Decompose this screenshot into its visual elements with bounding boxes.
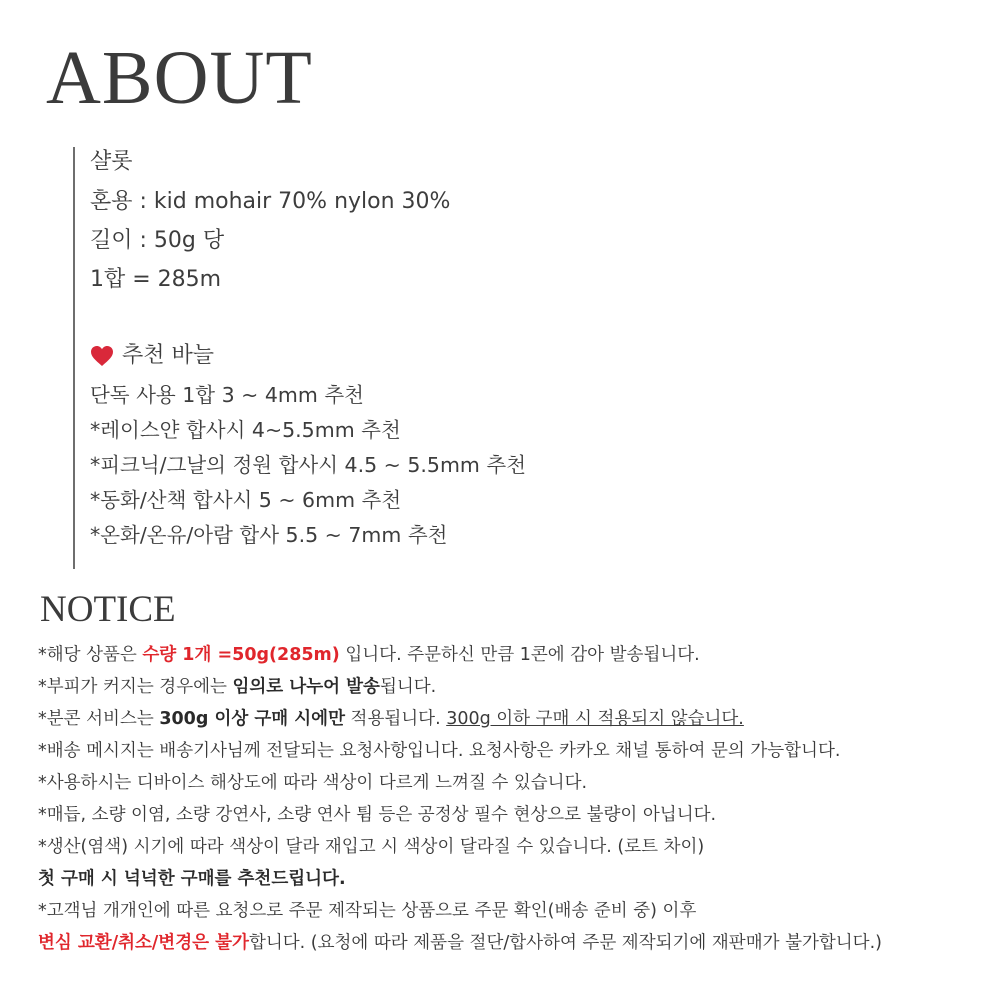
notice-line-split-shipping: *부피가 커지는 경우에는 임의로 나누어 발송됩니다. xyxy=(38,677,437,697)
notice-line-defects: *매듭, 소량 이염, 소량 강연사, 소량 연사 튐 등은 공정상 필수 현상으로 불량이 아닙니다. xyxy=(38,805,717,825)
no-refund-highlight: 변심 교환/취소/변경은 불가 xyxy=(38,933,249,953)
heart-icon xyxy=(90,345,114,367)
about-divider xyxy=(73,147,75,569)
notice-line-custom-order: *고객님 개개인에 따른 요청으로 주문 제작되는 상품으로 주문 확인(배송 준비 중) 이후 xyxy=(38,901,697,921)
needle-item: *피크닉/그날의 정원 합사시 4.5 ~ 5.5mm 추천 xyxy=(90,453,527,477)
product-blend: 혼용 : kid mohair 70% nylon 30% xyxy=(90,189,451,214)
notice-line-quantity: *해당 상품은 수량 1개 =50g(285m) 입니다. 주문하신 만큼 1콘에 감아 발송됩니다. xyxy=(38,645,700,665)
needle-item: *온화/온유/아람 합사 5.5 ~ 7mm 추천 xyxy=(90,523,448,547)
product-length: 길이 : 50g 당 xyxy=(90,228,225,253)
product-unit: 1합 = 285m xyxy=(90,267,222,292)
about-title: ABOUT xyxy=(46,36,313,120)
needle-item: *레이스얀 합사시 4~5.5mm 추천 xyxy=(90,418,401,442)
quantity-highlight: 수량 1개 =50g(285m) xyxy=(142,645,340,665)
needle-heading-label: 추천 바늘 xyxy=(122,343,215,368)
notice-line-lot-difference: *생산(염색) 시기에 따라 색상이 달라 재입고 시 색상이 달라질 수 있습니다. (로트 차이) xyxy=(38,837,705,857)
notice-line-cone-service: *분콘 서비스는 300g 이상 구매 시에만 적용됩니다. 300g 이하 구매 시 적용되지 않습니다. xyxy=(38,709,744,729)
notice-line-delivery-message: *배송 메시지는 배송기사님께 전달되는 요청사항입니다. 요청사항은 카카오 채널 통하여 문의 가능합니다. xyxy=(38,741,841,761)
product-name: 샬롯 xyxy=(90,149,133,174)
notice-line-display-color: *사용하시는 디바이스 해상도에 따라 색상이 다르게 느껴질 수 있습니다. xyxy=(38,773,588,793)
notice-line-no-refund: 변심 교환/취소/변경은 불가합니다. (요청에 따라 제품을 절단/합사하여 주문 제작되기에 재판매가 불가합니다.) xyxy=(38,933,882,953)
notice-line-recommendation: 첫 구매 시 넉넉한 구매를 추천드립니다. xyxy=(38,869,346,889)
notice-title: NOTICE xyxy=(40,589,176,630)
needle-heading xyxy=(90,341,214,371)
needle-item: *동화/산책 합사시 5 ~ 6mm 추천 xyxy=(90,488,402,512)
needle-item: 단독 사용 1합 3 ~ 4mm 추천 xyxy=(90,383,364,407)
